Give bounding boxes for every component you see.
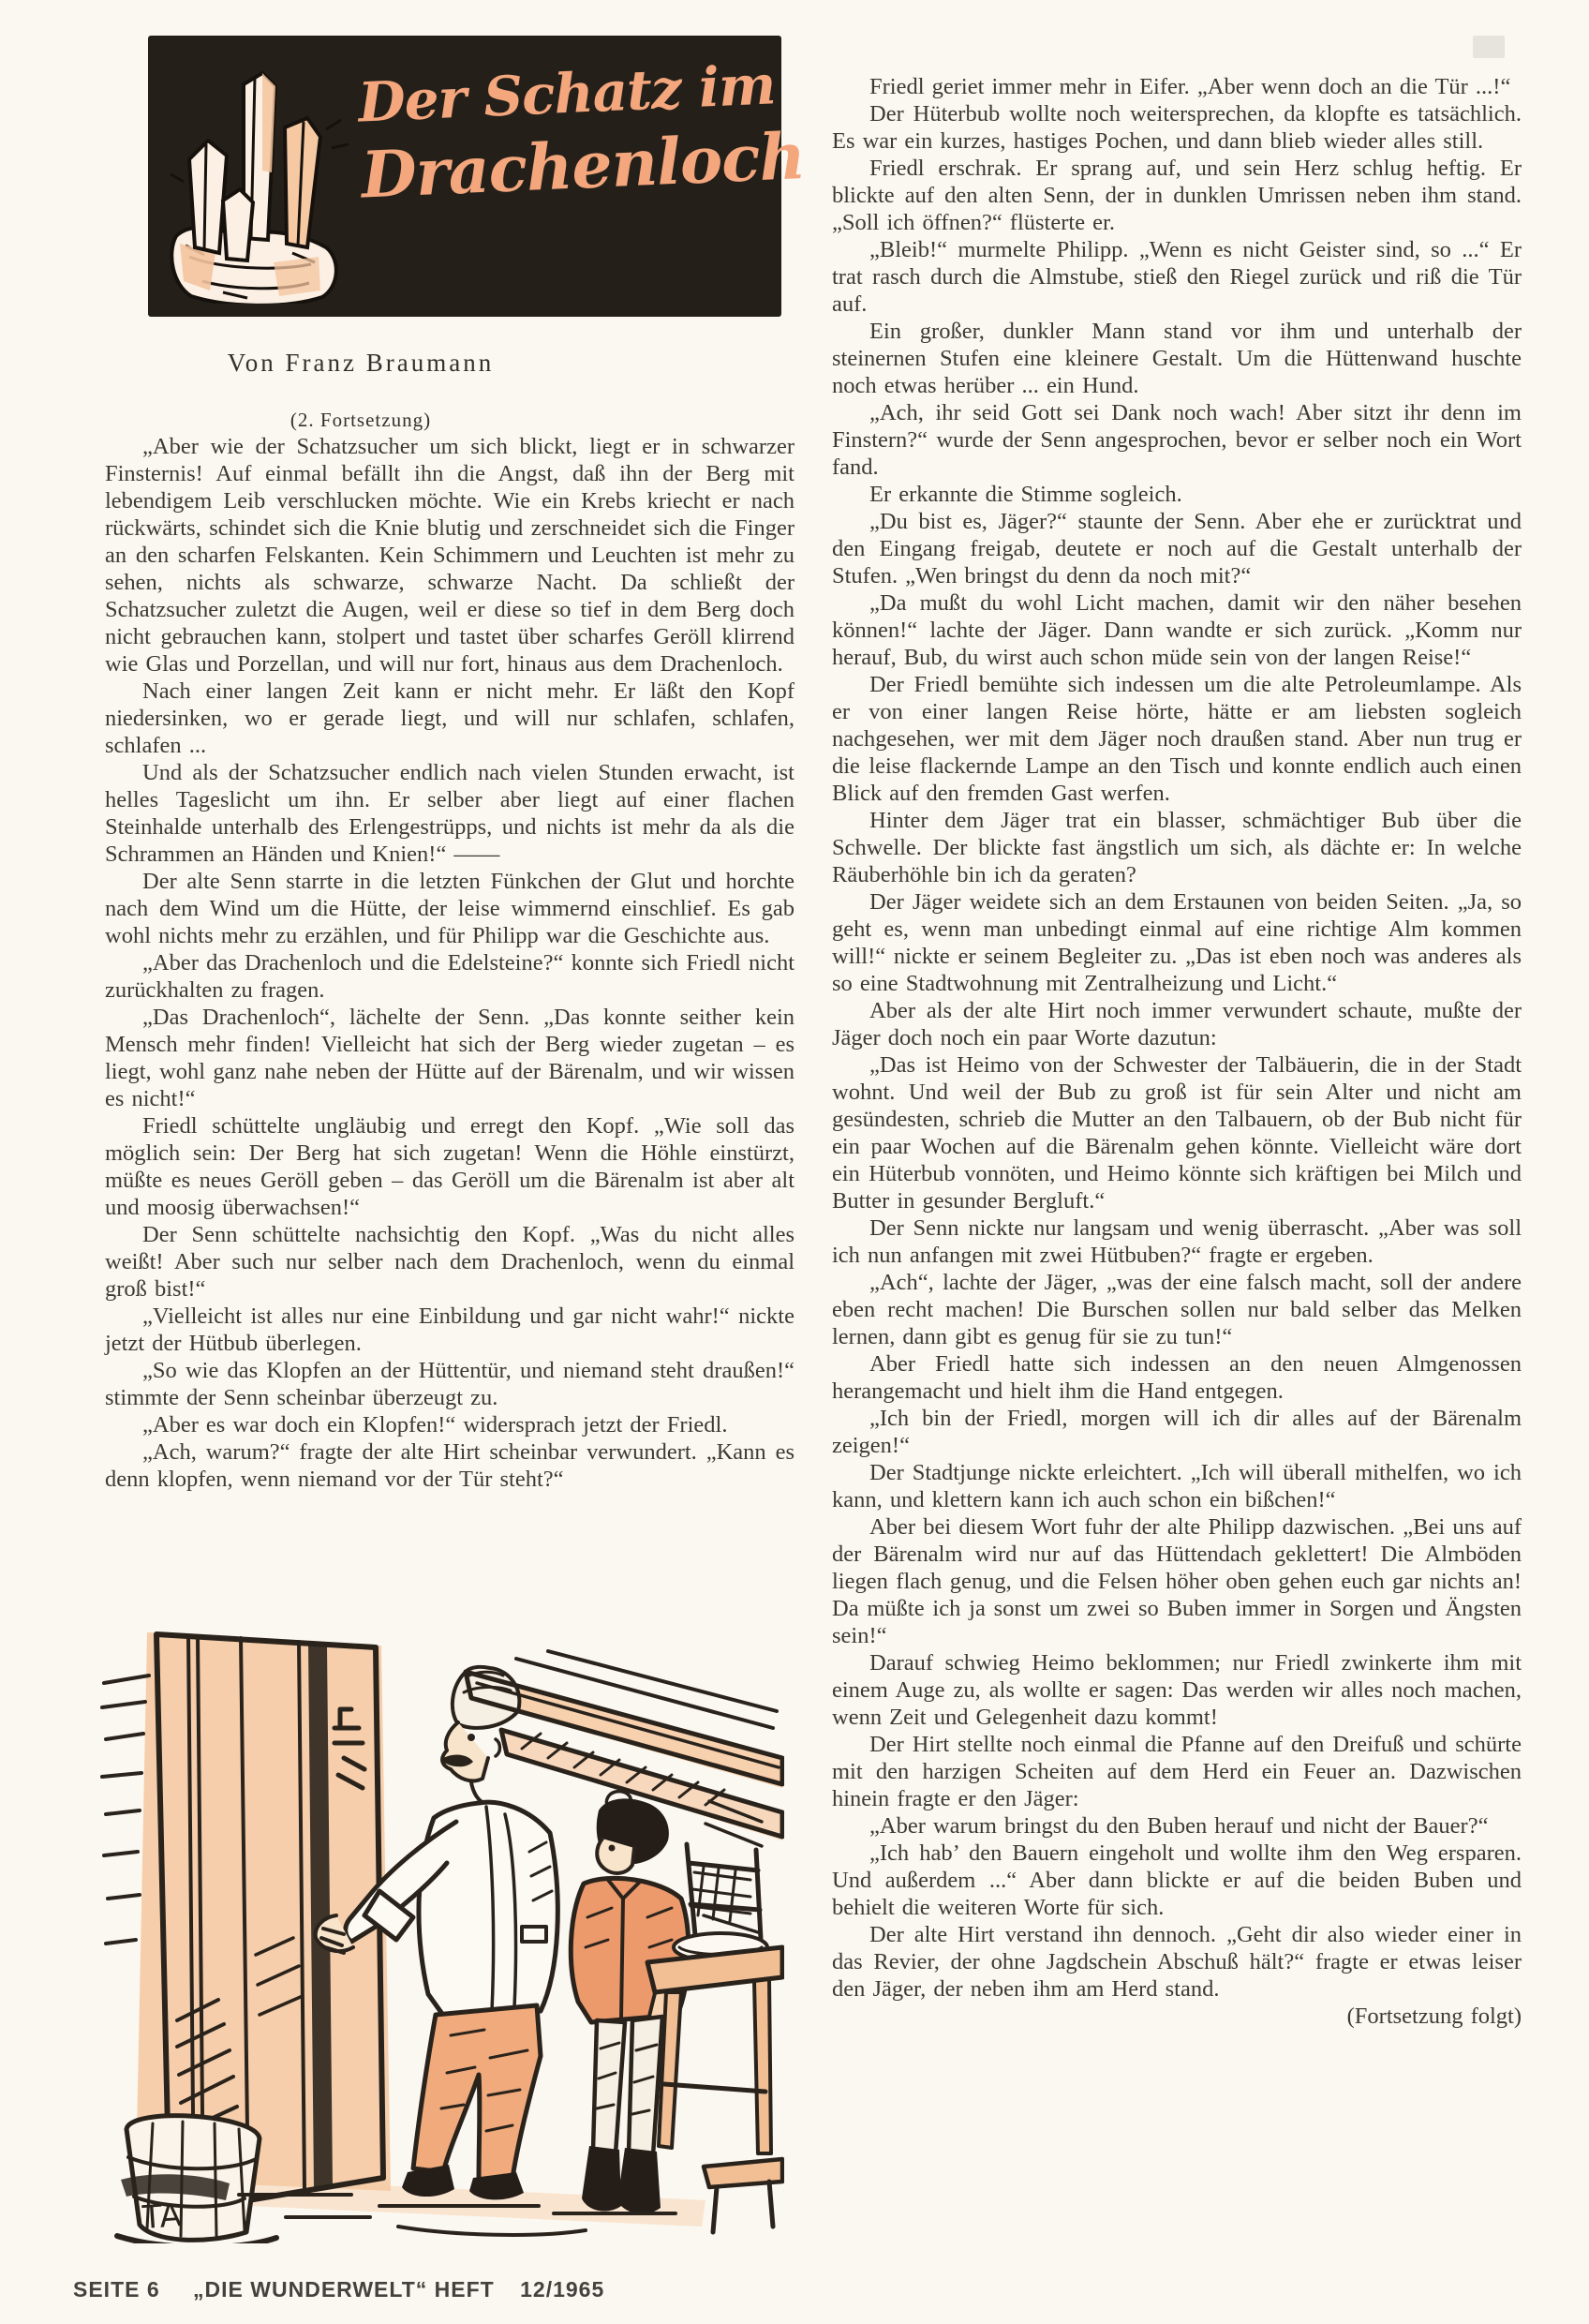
- story-paragraph: „Bleib!“ murmelte Philipp. „Wenn es nicht Geister sind, so ...“ Er trat rasch durch die Almstube, stieß den Riegel zurück und riß die Tür auf.: [832, 237, 1522, 317]
- story-paragraph: „Ach, warum?“ fragte der alte Hirt scheinbar verwundert. „Kann es denn klopfen, wenn niemand vor der Tür steht?“: [105, 1439, 794, 1492]
- hut-scene-drawing: [98, 1617, 784, 2243]
- story-paragraph: „Ich bin der Friedl, morgen will ich dir alles auf der Bärenalm zeigen!“: [832, 1406, 1522, 1458]
- story-paragraph: Aber als der alte Hirt noch immer verwundert schaute, mußte der Jäger doch noch ein paar Worte dazutun:: [832, 998, 1522, 1050]
- story-paragraph: „Vielleicht ist alles nur eine Einbildung und gar nicht wahr!“ nickte jetzt der Hütbub überlegen.: [105, 1304, 794, 1356]
- story-paragraph: Der Friedl bemühte sich indessen um die alte Petroleumlampe. Als er von einer langen Reise hörte, hätte er am liebsten sogleich nachgesehen, wer mit dem Jäger noch draußen stand. Aber nun trug er die leise flackernde Lampe an den Tisch und konnte endlich auch einen Blick auf den fremden Gast werfen.: [832, 672, 1522, 806]
- illustrator-signature: TA: [141, 2197, 183, 2237]
- title-line-1: Der Schatz im: [356, 52, 777, 135]
- story-paragraph: Der Senn nickte nur langsam und wenig überrascht. „Aber was soll ich nun anfangen mit zwei Hütbuben?“ fragte er ergeben.: [832, 1215, 1522, 1268]
- story-paragraph: „Ach“, lachte der Jäger, „was der eine falsch macht, soll der andere eben recht machen! Die Burschen sollen nur bald selber das Melken lernen, dann gibt es genug für sie zu tun!“: [832, 1270, 1522, 1349]
- story-paragraph: „Du bist es, Jäger?“ staunte der Senn. Aber ehe er zurücktrat und den Eingang freigab, deutete er noch auf die Gestalt unterhalb der Stufen. „Wen bringst du denn da noch mit?“: [832, 509, 1522, 588]
- story-paragraph: Der Hirt stellte noch einmal die Pfanne auf den Dreifuß und schürte mit den harzigen Scheiten auf dem Herd ein Feuer an. Dazwischen hinein fragte er den Jäger:: [832, 1732, 1522, 1811]
- story-paragraph: Er erkannte die Stimme sogleich.: [869, 482, 1182, 507]
- story-paragraph: „Das ist Heimo von der Schwester der Talbäuerin, die in der Stadt wohnt. Und weil der Bub zu groß ist für sein Alter und nicht am gesündesten, schrieb die Mutter an den Talbauern, ob der Bub nicht für ein paar Wochen auf die Bärenalm gehen könnte. Vielleicht wäre dort ein Hüterbub vonnöten, und Heimo könnte sich kräftigen bei Milch und Butter in gesunder Bergluft.“: [832, 1052, 1522, 1214]
- crystal-cluster-icon: [161, 69, 382, 304]
- story-paragraph: Der Hüterbub wollte noch weitersprechen, da klopfte es tatsächlich. Es war ein kurzes, hastiges Pochen, und dann blieb wieder alles still.: [832, 101, 1522, 154]
- story-paragraph: Aber bei diesem Wort fuhr der alte Philipp dazwischen. „Bei uns auf der Bärenalm wird nur auf das Hüttendach geklettert! Die Almböden liegen flach genug, und die Felsen höher oben gehen euch gar nichts an! Da müßte ich ja sonst um zwei so Buben immer in Sorgen und Ängsten sein!“: [832, 1514, 1522, 1648]
- story-paragraph: Der Jäger weidete sich an dem Erstaunen von beiden Seiten. „Ja, so geht es, wenn man unbedingt einmal auf eine richtige Alm kommen will!“ nickte er seinem Begleiter zu. „Das ist eben noch was anderes als so eine Stadtwohnung mit Zentralheizung und Licht.“: [832, 889, 1522, 996]
- footer-page-number: SEITE 6: [73, 2277, 160, 2302]
- title-plate: [148, 36, 807, 317]
- story-paragraph: „Aber das Drachenloch und die Edelsteine?“ konnte sich Friedl nicht zurückhalten zu fragen.: [105, 950, 794, 1003]
- right-column: [832, 73, 1522, 2247]
- print-artifact: [1473, 36, 1505, 58]
- left-column: [105, 433, 794, 1595]
- story-paragraph: „Ich hab’ den Bauern eingeholt und wollte ihm den Weg ersparen. Und außerdem ...“ Aber dann blickte er auf die beiden Buben und behielt die weiteren Worte für sich.: [832, 1840, 1522, 1920]
- story-paragraph: „Aber es war doch ein Klopfen!“ widersprach jetzt der Friedl.: [142, 1412, 728, 1438]
- footer-issue: 12/1965: [520, 2277, 605, 2302]
- story-paragraph: „Ach, ihr seid Gott sei Dank noch wach! Aber sitzt ihr denn im Finstern?“ wurde der Senn angesprochen, bevor er selber noch ein Wort fand.: [832, 400, 1522, 480]
- continuation-note: (2. Fortsetzung): [290, 409, 432, 431]
- byline: Von Franz Braumann: [227, 349, 495, 377]
- story-paragraph: Und als der Schatzsucher endlich nach vielen Stunden erwacht, ist helles Tageslicht um ihn. Er selber aber liegt auf einer flachen Steinhalde unterhalb des Erlengestrüpps, und nichts ist mehr da als die Schrammen an Händen und Knien!“ ——: [105, 760, 794, 867]
- story-paragraph: Friedl schüttelte ungläubig und erregt den Kopf. „Wie soll das möglich sein: Der Berg hat sich zugetan! Wenn die Höhle einstürzt, müßte es neues Geröll geben – das Geröll um die Bärenalm ist aber alt und moosig überwachsen!“: [105, 1113, 794, 1220]
- story-paragraph: Der Senn schüttelte nachsichtig den Kopf. „Was du nicht alles weißt! Aber such nur selber nach dem Drachenloch, wenn du einmal groß bist!“: [105, 1222, 794, 1302]
- story-paragraph: Ein großer, dunkler Mann stand vor ihm und unterhalb der steinernen Stufen eine kleinere Gestalt. Um die Hüttenwand huschte noch etwas herüber ... ein Hund.: [832, 319, 1522, 398]
- title-line-2: Drachenloch: [360, 118, 807, 214]
- story-illustration: [98, 1617, 784, 2243]
- story-paragraph: Der alte Hirt verstand ihn dennoch. „Geht dir also wieder einer in das Revier, der ohne Jagdschein Abschuß hält?“ fragte er etwas leiser den Jäger, der neben ihm am Herd stand.: [832, 1922, 1522, 2002]
- story-paragraph: Friedl geriet immer mehr in Eifer. „Aber wenn doch an die Tür ...!“: [869, 74, 1511, 99]
- story-paragraph: „Aber wie der Schatzsucher um sich blickt, liegt er in schwarzer Finsternis! Auf einmal befällt ihn die Angst, daß ihn der Berg mit lebendigem Leib verschlucken möchte. Wie ein Krebs kriecht er nach rückwärts, schindet sich die Knie blutig und zerschneidet sich die Finger an den scharfen Felskanten. Kein Schimmern und Leuchten ist mehr zu sehen, nichts als schwarze, schwarze Nacht. Da schließt der Schatzsucher zuletzt die Augen, weil er diese so tief in dem Berg doch nicht gebrauchen kann, stolpert und tastet über scharfes Geröll klirrend wie Glas und Porzellan, und will nur fort, hinaus aus dem Drachenloch.: [105, 434, 794, 677]
- page-footer: [73, 2277, 604, 2302]
- story-paragraph: „Aber warum bringst du den Buben herauf und nicht der Bauer?“: [869, 1813, 1489, 1839]
- footer-magazine-title: „DIE WUNDERWELT“ HEFT: [193, 2277, 495, 2302]
- story-paragraph: Der Stadtjunge nickte erleichtert. „Ich will überall mithelfen, wo ich kann, und klettern kann ich auch schon ein bißchen!“: [832, 1460, 1522, 1512]
- story-paragraph: „So wie das Klopfen an der Hüttentür, und niemand steht draußen!“ stimmte der Senn scheinbar überzeugt zu.: [105, 1358, 794, 1410]
- story-paragraph: Hinter dem Jäger trat ein blasser, schmächtiger Bub über die Schwelle. Der blickte fast ängstlich um sich, als dächte er: In welche Räuberhöhle bin ich da geraten?: [832, 808, 1522, 887]
- page-title: [356, 52, 807, 214]
- story-paragraph: Der alte Senn starrte in die letzten Fünkchen der Glut und horchte nach dem Wind um die Hütte, der leise wimmernd einschlief. Es gab wohl nichts mehr zu erzählen, und für Philipp war die Geschichte aus.: [105, 869, 794, 948]
- story-paragraph: „Das Drachenloch“, lächelte der Senn. „Das konnte seither kein Mensch mehr finden! Vielleicht hat sich der Berg wieder zugetan – es liegt, wohl ganz nahe neben der Hütte auf der Bärenalm, und wir wissen es nicht!“: [105, 1005, 794, 1111]
- story-paragraph: Aber Friedl hatte sich indessen an den neuen Almgenossen herangemacht und hielt ihm die Hand entgegen.: [832, 1351, 1522, 1404]
- continuation-line: (Fortsetzung folgt): [1346, 2004, 1522, 2029]
- story-paragraph: Darauf schwieg Heimo beklommen; nur Friedl zwinkerte ihm mit einem Auge zu, als wollte er sagen: Das werden wir alles noch machen, wenn Zeit und Gelegenheit dazu kommt!: [832, 1650, 1522, 1730]
- story-paragraph: „Da mußt du wohl Licht machen, damit wir den näher besehen können!“ lachte der Jäger. Dann wandte er sich zurück. „Komm nur herauf, Bub, du wirst auch schon müde sein von der langen Reise!“: [832, 590, 1522, 670]
- story-paragraph: Nach einer langen Zeit kann er nicht mehr. Er läßt den Kopf niedersinken, wo er gerade liegt, und will nur schlafen, schlafen, schlafen ...: [105, 678, 794, 758]
- story-paragraph: Friedl erschrak. Er sprang auf, und sein Herz schlug heftig. Er blickte auf den alten Senn, der in dunklen Umrissen neben ihm stand. „Soll ich öffnen?“ flüsterte er.: [832, 156, 1522, 235]
